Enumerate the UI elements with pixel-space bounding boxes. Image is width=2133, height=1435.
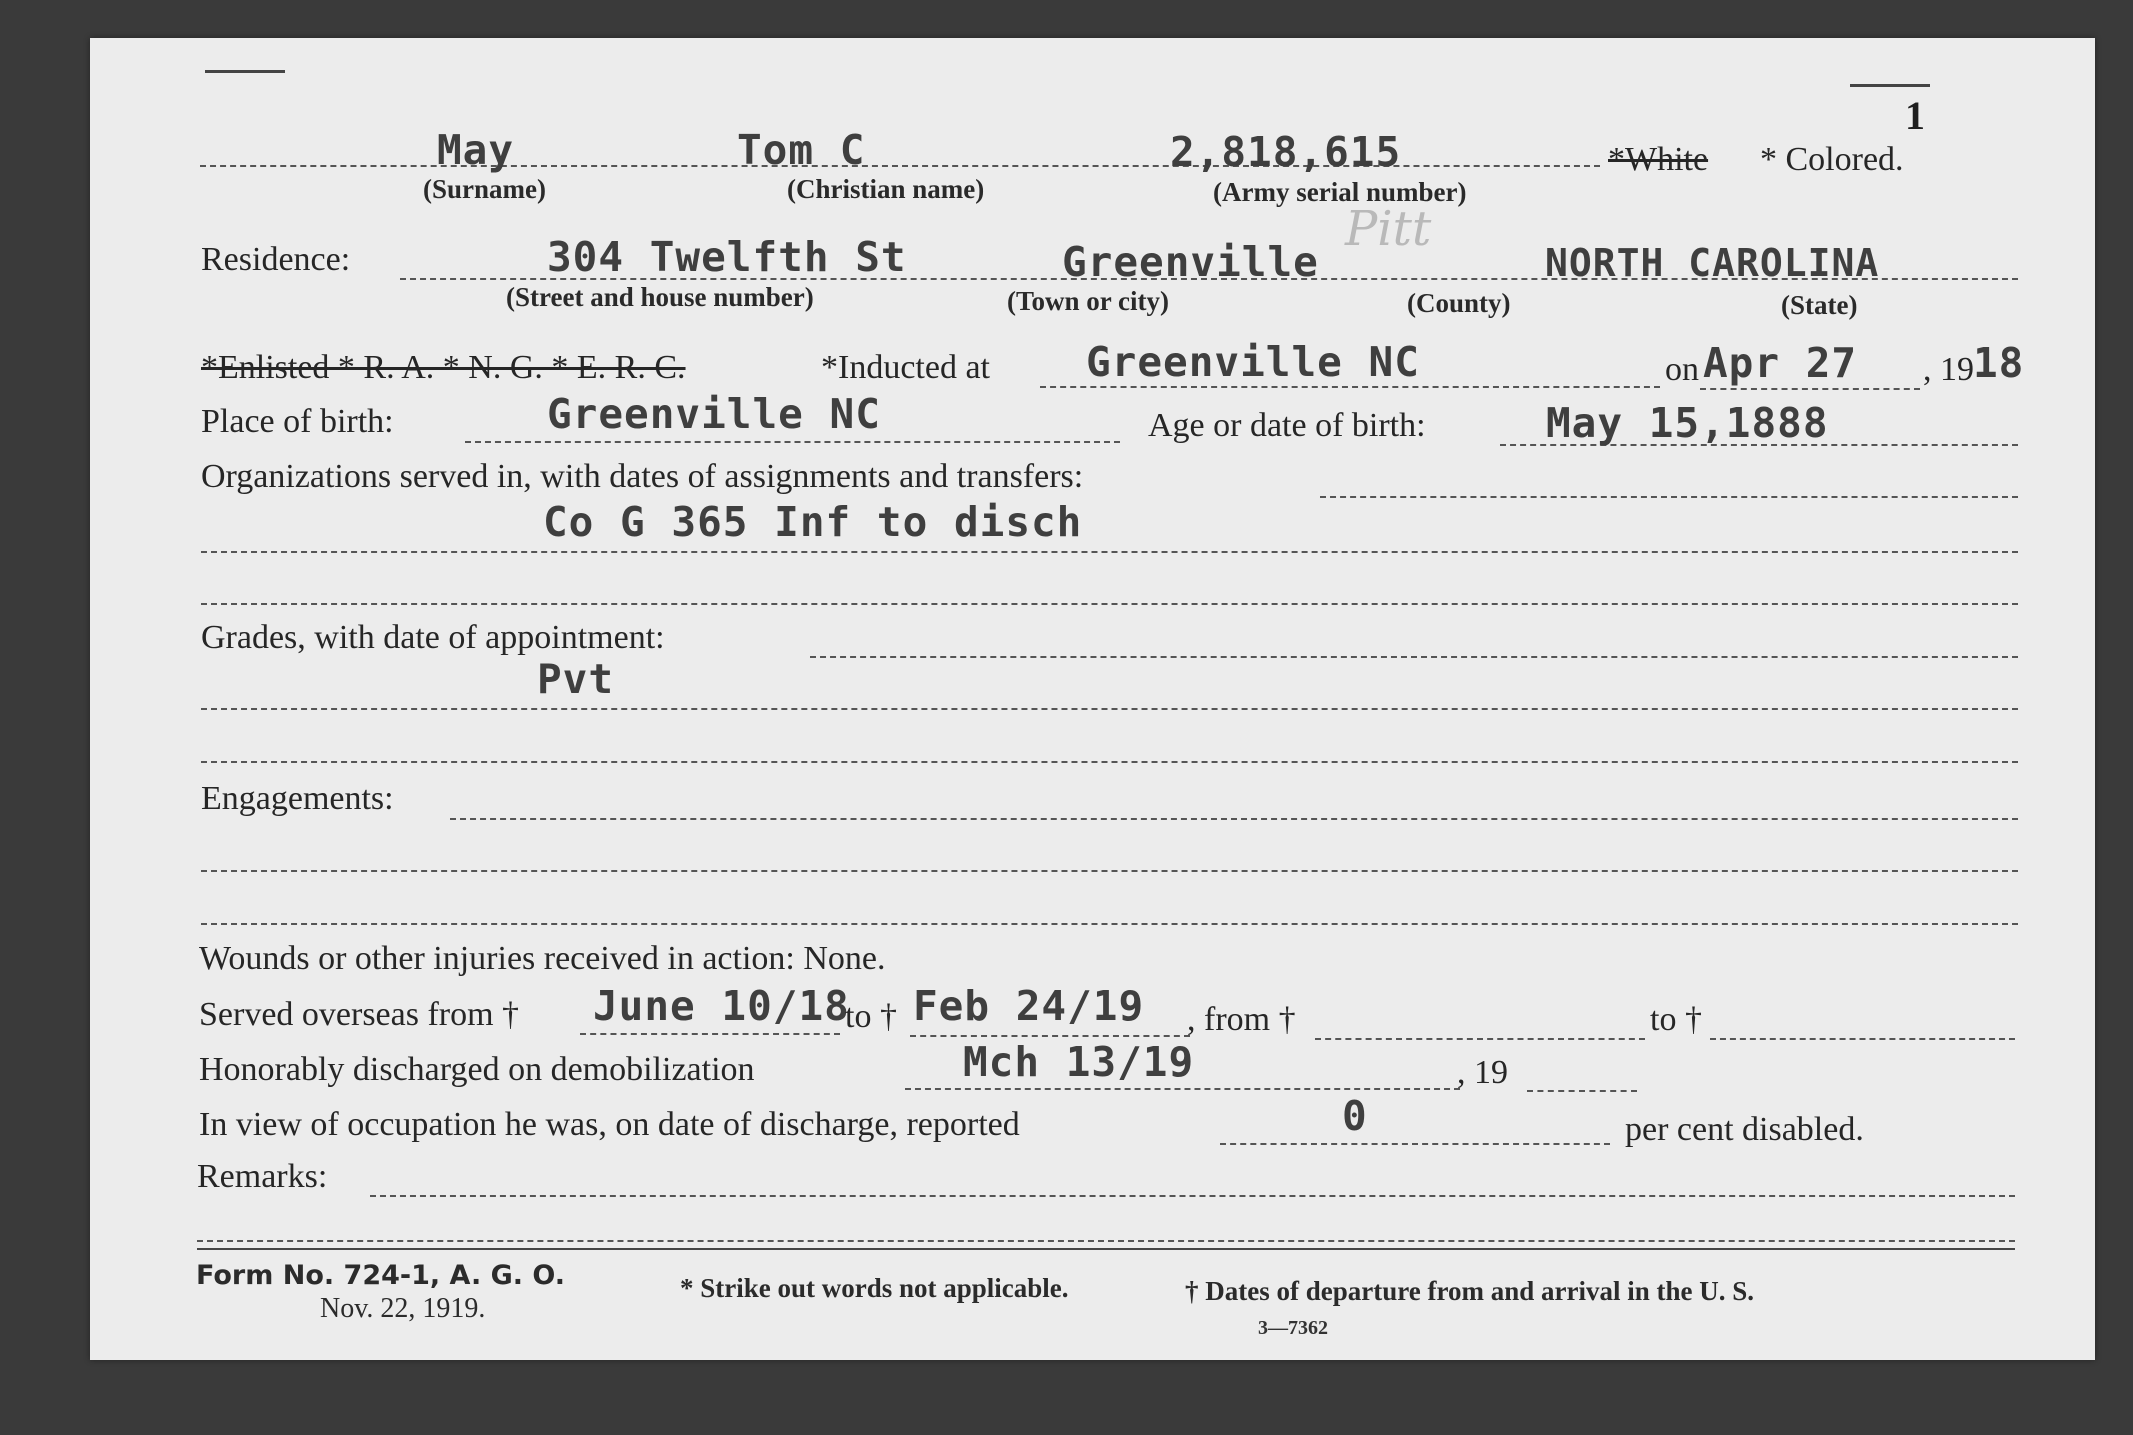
grades-line-3	[201, 761, 2018, 763]
discharge-line	[905, 1088, 1460, 1090]
wounds-label: Wounds or other injuries received in action: None.	[199, 940, 886, 977]
inducted-value: Greenville NC	[1086, 338, 1420, 386]
grades-label: Grades, with date of appointment:	[201, 619, 665, 656]
residence-label: Residence:	[201, 241, 351, 278]
discharge-year-label: , 19	[1457, 1054, 1508, 1091]
disability-suffix: per cent disabled.	[1625, 1111, 1864, 1148]
county-caption: (County)	[1407, 288, 1511, 318]
form-number: Form No. 724-1, A. G. O.	[196, 1260, 566, 1291]
overseas-from-value: June 10/18	[593, 982, 850, 1030]
dates-note: † Dates of departure from and arrival in the U. S.	[1185, 1276, 1754, 1306]
top-left-rule	[205, 70, 285, 73]
grades-line-1	[810, 656, 2018, 658]
age-label: Age or date of birth:	[1148, 407, 1426, 444]
print-code: 3—7362	[1258, 1317, 1328, 1339]
induction-date-line	[1700, 388, 1920, 390]
induction-date-value: Apr 27	[1703, 339, 1858, 387]
grades-line-2	[201, 708, 2018, 710]
strike-out-note: * Strike out words not applicable.	[680, 1273, 1069, 1303]
town-caption: (Town or city)	[1007, 286, 1169, 316]
engagements-line-3	[201, 923, 2018, 925]
remarks-line-2	[197, 1240, 2015, 1242]
discharge-value: Mch 13/19	[963, 1038, 1195, 1086]
grades-value: Pvt	[537, 655, 615, 703]
town-value: Greenville	[1062, 238, 1319, 286]
discharge-label: Honorably discharged on demobilization	[199, 1051, 755, 1088]
state-caption: (State)	[1781, 290, 1858, 320]
christian-name-value: Tom C	[737, 126, 866, 174]
state-value: NORTH CAROLINA	[1545, 241, 1880, 285]
army-serial-value: 2,818,615	[1170, 128, 1402, 176]
service-record-card	[90, 38, 2095, 1360]
disability-line	[1220, 1143, 1610, 1145]
top-right-rule	[1850, 84, 1930, 87]
overseas-from-line	[580, 1033, 840, 1035]
colored-label: * Colored.	[1760, 141, 1904, 178]
disability-label: In view of occupation he was, on date of discharge, reported	[199, 1106, 1020, 1143]
overseas-from2-label: , from †	[1187, 1001, 1296, 1038]
age-value: May 15,1888	[1546, 399, 1829, 447]
induction-year-prefix: , 19	[1923, 351, 1974, 388]
remarks-label: Remarks:	[197, 1158, 328, 1195]
overseas-to-label: to †	[845, 998, 897, 1035]
engagements-label: Engagements:	[201, 780, 394, 817]
overseas-to-line	[910, 1035, 1190, 1037]
white-label-struck: *White	[1608, 141, 1709, 178]
engagements-line-1	[450, 818, 2018, 820]
inducted-line	[1040, 386, 1660, 388]
organizations-line-3	[201, 603, 2018, 605]
engagements-line-2	[201, 870, 2018, 872]
organizations-value: Co G 365 Inf to disch	[543, 498, 1083, 546]
christian-name-caption: (Christian name)	[787, 174, 985, 204]
footer-rule	[197, 1248, 2015, 1250]
overseas-label: Served overseas from †	[199, 996, 520, 1033]
surname-value: May	[437, 126, 515, 174]
inducted-label: *Inducted at	[821, 349, 990, 386]
on-label: on	[1665, 351, 1699, 388]
card-number: 1	[1905, 93, 1925, 138]
overseas-to-value: Feb 24/19	[913, 982, 1145, 1030]
street-caption: (Street and house number)	[506, 282, 814, 312]
place-of-birth-label: Place of birth:	[201, 403, 394, 440]
place-of-birth-value: Greenville NC	[547, 390, 881, 438]
organizations-label: Organizations served in, with dates of assignments and transfers:	[201, 458, 1084, 495]
remarks-line-1	[370, 1195, 2015, 1197]
county-handwritten: Pitt	[1345, 201, 1432, 257]
place-of-birth-line	[465, 441, 1120, 443]
induction-year-value: 18	[1973, 339, 2025, 387]
street-value: 304 Twelfth St	[547, 233, 907, 281]
organizations-line-1	[1320, 496, 2018, 498]
organizations-line-2	[201, 551, 2018, 553]
overseas-from2-line	[1315, 1038, 1645, 1040]
enlisted-options-struck: *Enlisted * R. A. * N. G. * E. R. C.	[201, 349, 686, 386]
discharge-year-line	[1527, 1090, 1637, 1092]
form-date: Nov. 22, 1919.	[320, 1293, 486, 1324]
disability-value: 0	[1342, 1092, 1368, 1140]
overseas-to2-label: to †	[1650, 1001, 1702, 1038]
army-serial-caption: (Army serial number)	[1213, 177, 1467, 207]
surname-caption: (Surname)	[423, 174, 546, 204]
overseas-to2-line	[1710, 1038, 2015, 1040]
